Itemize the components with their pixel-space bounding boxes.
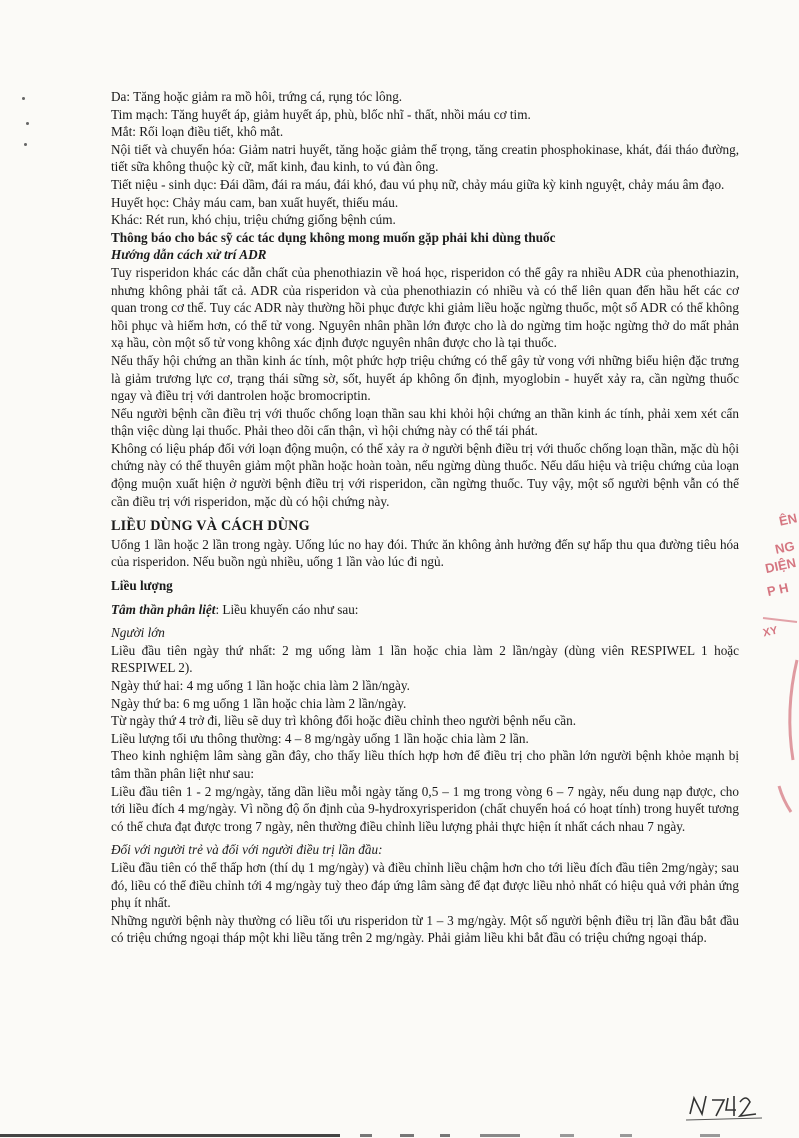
young-patients-paragraph-2: Những người bệnh này thường có liều tối ưu risperidon từ 1 – 3 mg/ngày. Một số người bệnh điều trị lần đầu bắt đầu có triệu chứng ngoại tháp một khi liều tăng trên 2 mg/ngày. Phải giảm liều khi bắt đầu có triệu chứng ngoại tháp.: [111, 912, 739, 946]
stamp-text: XY: [761, 624, 779, 640]
side-effect-urogenital: Tiết niệu - sinh dục: Đái dầm, đái ra máu, đái khó, đau vú phụ nữ, chảy máu giữa kỳ kinh nguyệt, chảy máu âm đạo.: [111, 176, 725, 192]
handwritten-page-number: [684, 1084, 764, 1124]
side-effect-endocrine: Nội tiết và chuyển hóa: Giảm natri huyết, tăng hoặc giảm thể trọng, tăng creatin phosphokinase, khát, đái tháo đường, tiết sữa không thuộc kỳ cữ, mất kinh, đau kinh, to vú đàn ông.: [111, 141, 739, 175]
stamp-text: NG: [773, 538, 796, 557]
stamp-text: DIỆN: [763, 554, 798, 577]
young-patients-paragraph-1: Liều đầu tiên có thể thấp hơn (thí dụ 1 mg/ngày) và điều chỉnh liều chậm hơn cho tới liều đích đầu tiên 2mg/ngày; sau đó, liều có thể điều chỉnh tới 4 mg/ngày tuỳ theo đáp ứng lâm sàng để đạt được liều nhỏ nhất có hiệu quả với phản ứng phụ ít nhất.: [111, 859, 739, 911]
notify-doctor-heading: Thông báo cho bác sỹ các tác dụng không mong muốn gặp phải khi dùng thuốc: [111, 229, 556, 245]
dose-day-2: Ngày thứ hai: 4 mg uống 1 lần hoặc chia làm 2 lần/ngày.: [111, 678, 410, 693]
adr-paragraph-4: Không có liệu pháp đối với loạn động muộn, có thể xảy ra ở người bệnh điều trị với thuốc chống loạn thần, mặc dù hội chứng này có thể thuyên giảm một phần hoặc hoàn toàn, nếu ngừng dùng thuốc. Nếu dấu hiệu và triệu chứng của loạn động muộn xuất hiện ở người bệnh điều trị với risperidon, cần ngừng thuốc. Tuy vậy, một số người bệnh vẫn có thể cần điều trị với risperidon, mặc dù có hội chứng này.: [111, 440, 739, 509]
stamp-text: P H: [765, 579, 790, 600]
scan-speck: [24, 143, 27, 146]
adult-subheading: Người lớn: [111, 625, 165, 641]
adr-heading: Hướng dẫn cách xử trí ADR: [111, 247, 267, 263]
dose-day-1: Liều đầu tiên ngày thứ nhất: 2 mg uống làm 1 lần hoặc chia làm 2 lần/ngày (dùng viên RESPIWEL 1 hoặc RESPIWEL 2).: [111, 642, 739, 676]
side-effect-skin: Da: Tăng hoặc giảm ra mồ hôi, trứng cá, rụng tóc lông.: [111, 89, 403, 104]
adr-paragraph-2: Nếu thấy hội chứng an thần kinh ác tính, một phức hợp triệu chứng có thể gây tử vong với những biểu hiện đặc trưng là giảm trương lực cơ, trạng thái sững sờ, sốt, huyết áp không ổn định, myoglobin - huyết xảy ra, cần ngừng thuốc ngay và điều trị với dantrolen hoặc bromocriptin.: [111, 352, 739, 404]
adr-paragraph-1: Tuy risperidon khác các dẫn chất của phenothiazin về hoá học, risperidon có thể gây ra nhiều ADR của phenothiazin, nhưng không phải tất cả. ADR của risperidon và của phenothiazin có nhiều và có thể liên quan đến hầu hết các cơ quan trong cơ thể. Tuy các ADR này thường hồi phục được khi giảm liều hoặc ngừng thuốc, một số ADR có thể không hồi phục và hiếm hơn, có thể tử vong. Nguyên nhân phần lớn được cho là do ngừng tim hoặc ngừng thở do mất phản xạ hầu, còn một số tử vong không xác định được nguyên nhân được cho là tại thuốc.: [111, 264, 739, 351]
young-patients-subheading: Đối với người trẻ và đối với người điều trị lần đầu:: [111, 842, 383, 858]
side-effect-other: Khác: Rét run, khó chịu, triệu chứng giống bệnh cúm.: [111, 212, 396, 228]
side-effect-cardio: Tim mạch: Tăng huyết áp, giảm huyết áp, phù, blốc nhĩ - thất, nhồi máu cơ tim.: [111, 106, 531, 122]
side-effect-eye: Mắt: Rối loạn điều tiết, khô mắt.: [111, 124, 284, 140]
scan-speck: [22, 97, 25, 100]
schizophrenia-text: : Liều khuyến cáo như sau:: [215, 601, 359, 617]
side-effect-hematology: Huyết học: Chảy máu cam, ban xuất huyết, thiếu máu.: [111, 194, 399, 210]
stamp-text: ÊN: [777, 510, 799, 529]
schizophrenia-label: Tâm thần phân liệt: [111, 601, 216, 617]
dosage-subheading: Liều lượng: [111, 578, 173, 594]
schizophrenia-line: [111, 601, 739, 619]
scan-speck: [26, 122, 29, 125]
dose-optimal: Liều lượng tối ưu thông thường: 4 – 8 mg/ngày uống 1 lần hoặc chia làm 2 lần.: [111, 730, 529, 746]
adr-paragraph-3: Nếu người bệnh cần điều trị với thuốc chống loạn thần sau khi khỏi hội chứng an thần kinh ác tính, phải xem xét cẩn thận việc dùng lại thuốc. Phải theo dõi cẩn thận, vì hội chứng này có thể tái phát.: [111, 405, 739, 439]
stamp-arc: [757, 500, 799, 820]
document-body: [111, 88, 739, 947]
dose-clinical-experience: Theo kinh nghiệm lâm sàng gần đây, cho thấy liều thích hợp hơn để điều trị cho phần lớn người bệnh khỏe mạnh bị tâm thần phân liệt như sau:: [111, 748, 739, 781]
dosage-intro: Uống 1 lần hoặc 2 lần trong ngày. Uống lúc no hay đói. Thức ăn không ảnh hưởng đến sự hấp thu qua đường tiêu hóa của risperidon. Nếu buồn ngủ nhiều, uống 1 lần vào lúc đi ngủ.: [111, 536, 739, 570]
dose-day-3: Ngày thứ ba: 6 mg uống 1 lần hoặc chia làm 2 lần/ngày.: [111, 695, 407, 711]
dosage-section-heading: LIỀU DÙNG VÀ CÁCH DÙNG: [111, 518, 310, 535]
red-stamp-fragment: [757, 500, 799, 820]
page-bottom-edge: [0, 1133, 799, 1138]
dose-titration: Liều đầu tiên 1 - 2 mg/ngày, tăng dần liều mỗi ngày tăng 0,5 – 1 mg trong vòng 6 – 7 ngày, nếu dung nạp được, cho tới liều đích 4 mg/ngày. Vì nồng độ ổn định của 9-hydroxyrisperidon (chất chuyển hoá có hoạt tính) trong huyết tương có thể chưa đạt được trong 7 ngày, nên thường điều chỉnh liều lượng phải thực hiện ít nhất cách nhau 7 ngày.: [111, 783, 739, 834]
dose-day-4: Từ ngày thứ 4 trở đi, liều sẽ duy trì không đổi hoặc điều chỉnh theo người bệnh nếu cần.: [111, 713, 576, 729]
